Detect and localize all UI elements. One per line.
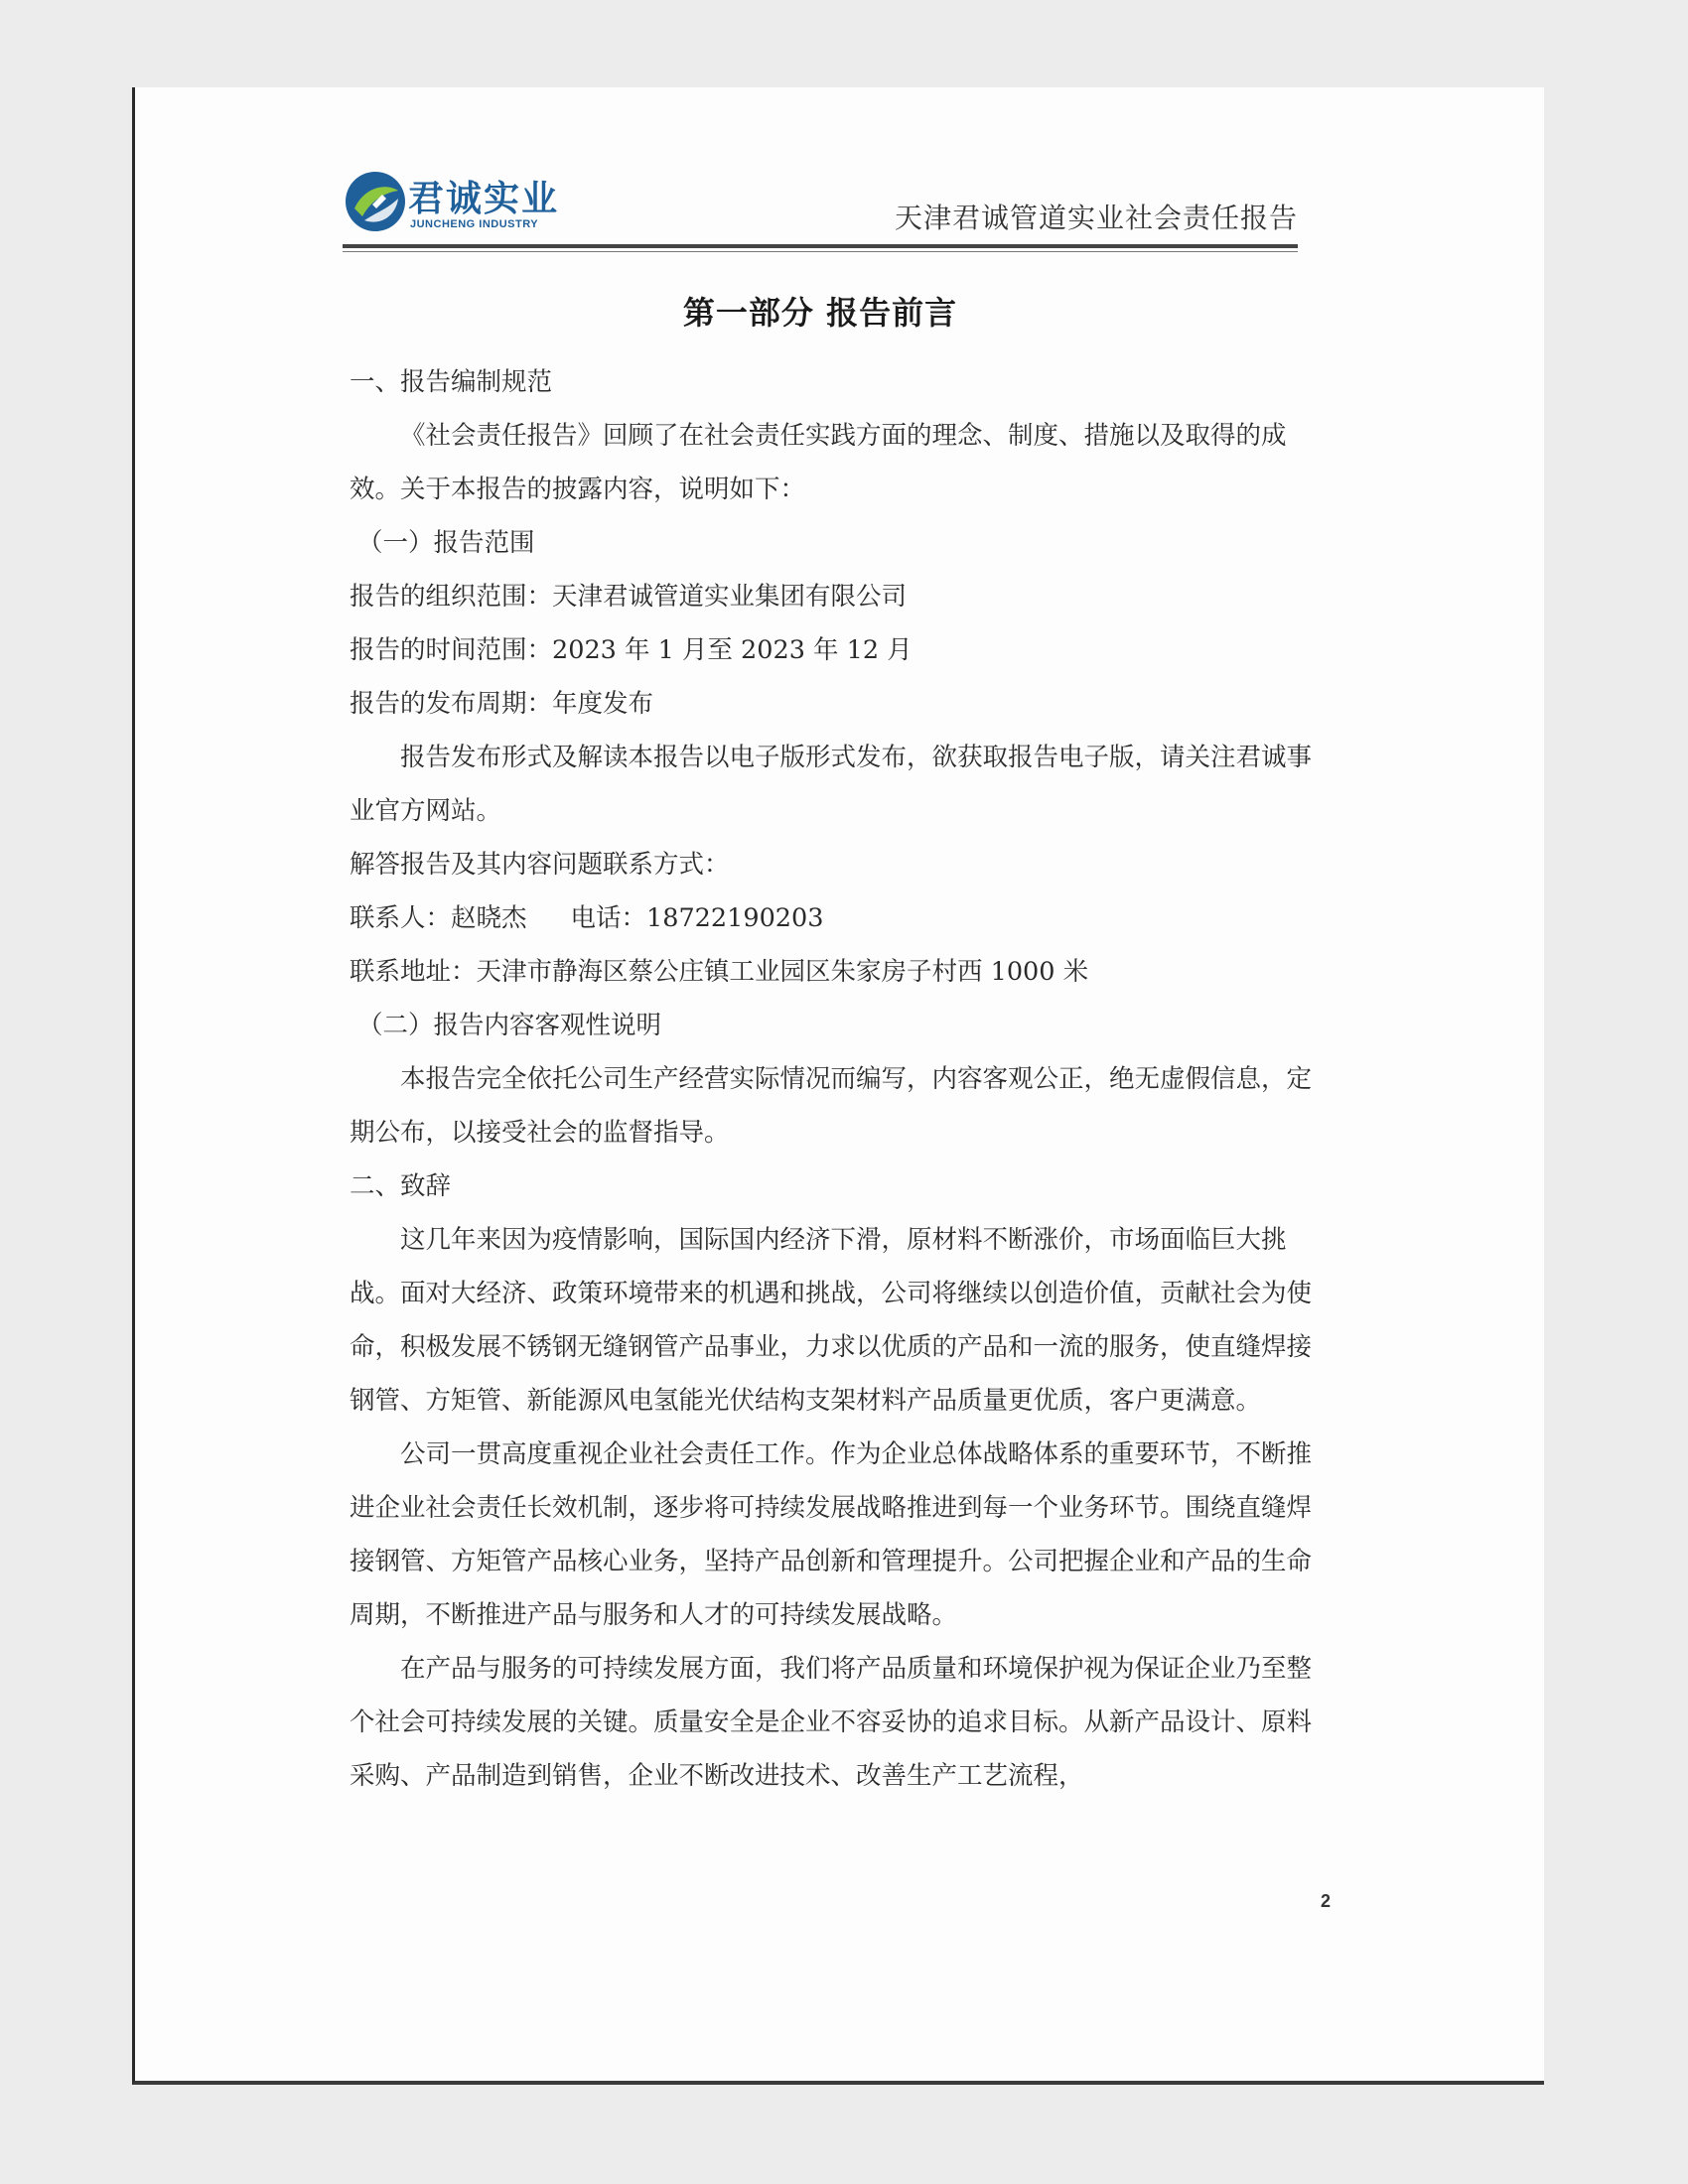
subsection-heading: （二）报告内容客观性说明 (357, 1011, 662, 1040)
logo-subtext: JUNCHENG INDUSTRY (410, 218, 539, 230)
header-rule (343, 244, 1298, 248)
contact-address: 联系地址：天津市静海区蔡公庄镇工业园区朱家房子村西 1000 米 (350, 957, 1089, 987)
section-heading: 二、致辞 (350, 1171, 452, 1201)
contact-phone: 电话：18722190203 (570, 903, 824, 933)
time-scope-line: 报告的时间范围：2023 年 1 月至 2023 年 12 月 (350, 635, 913, 665)
org-scope-line: 报告的组织范围：天津君诚管道实业集团有限公司 (350, 582, 908, 612)
logo-mark-icon (343, 169, 408, 234)
page-number: 2 (1321, 1891, 1332, 1911)
company-logo (343, 169, 581, 248)
section-heading: 一、报告编制规范 (350, 367, 553, 397)
paragraph: 在产品与服务的可持续发展方面，我们将产品质量和环境保护视为保证企业乃至整个社会可持续发展的关键。质量安全是企业不容妥协的追求目标。从新产品设计、原料采购、产品制造到销售，企业不断改进技术、改善生产工艺流程， (350, 1654, 1313, 1791)
contact-line (350, 891, 1313, 945)
cycle-line: 报告的发布周期：年度发布 (350, 689, 654, 719)
report-name: 天津君诚管道实业社会责任报告 (894, 202, 1298, 234)
subsection-heading: （一）报告范围 (357, 528, 535, 558)
logo-text: 君诚实业 (408, 179, 560, 219)
page-title: 第一部分 报告前言 (682, 294, 958, 332)
paragraph: 报告发布形式及解读本报告以电子版形式发布，欲获取报告电子版，请关注君诚事业官方网站。 (350, 743, 1313, 826)
page-header (343, 169, 1298, 254)
paragraph: 这几年来因为疫情影响，国际国内经济下滑，原材料不断涨价，市场面临巨大挑战。面对大经济、政策环境带来的机遇和挑战，公司将继续以创造价值，贡献社会为使命，积极发展不锈钢无缝钢管产品事业，力求以优质的产品和一流的服务，使直缝焊接钢管、方矩管、新能源风电氢能光伏结构支架材料产品质量更优质，客户更满意。 (350, 1225, 1313, 1416)
header-rule-thin (343, 251, 1298, 252)
contact-intro: 解答报告及其内容问题联系方式： (350, 850, 730, 880)
paragraph: 本报告完全依托公司生产经营实际情况而编写，内容客观公正，绝无虚假信息，定期公布，以接受社会的监督指导。 (350, 1064, 1313, 1148)
paragraph: 公司一贯高度重视企业社会责任工作。作为企业总体战略体系的重要环节，不断推进企业社会责任长效机制，逐步将可持续发展战略推进到每一个业务环节。围绕直缝焊接钢管、方矩管产品核心业务，坚持产品创新和管理提升。公司把握企业和产品的生命周期，不断推进产品与服务和人才的可持续发展战略。 (350, 1439, 1313, 1630)
document-body (350, 355, 1313, 1803)
paragraph: 《社会责任报告》回顾了在社会责任实践方面的理念、制度、措施以及取得的成效。关于本报告的披露内容，说明如下： (350, 421, 1287, 504)
contact-person: 联系人：赵晓杰 (350, 903, 527, 933)
